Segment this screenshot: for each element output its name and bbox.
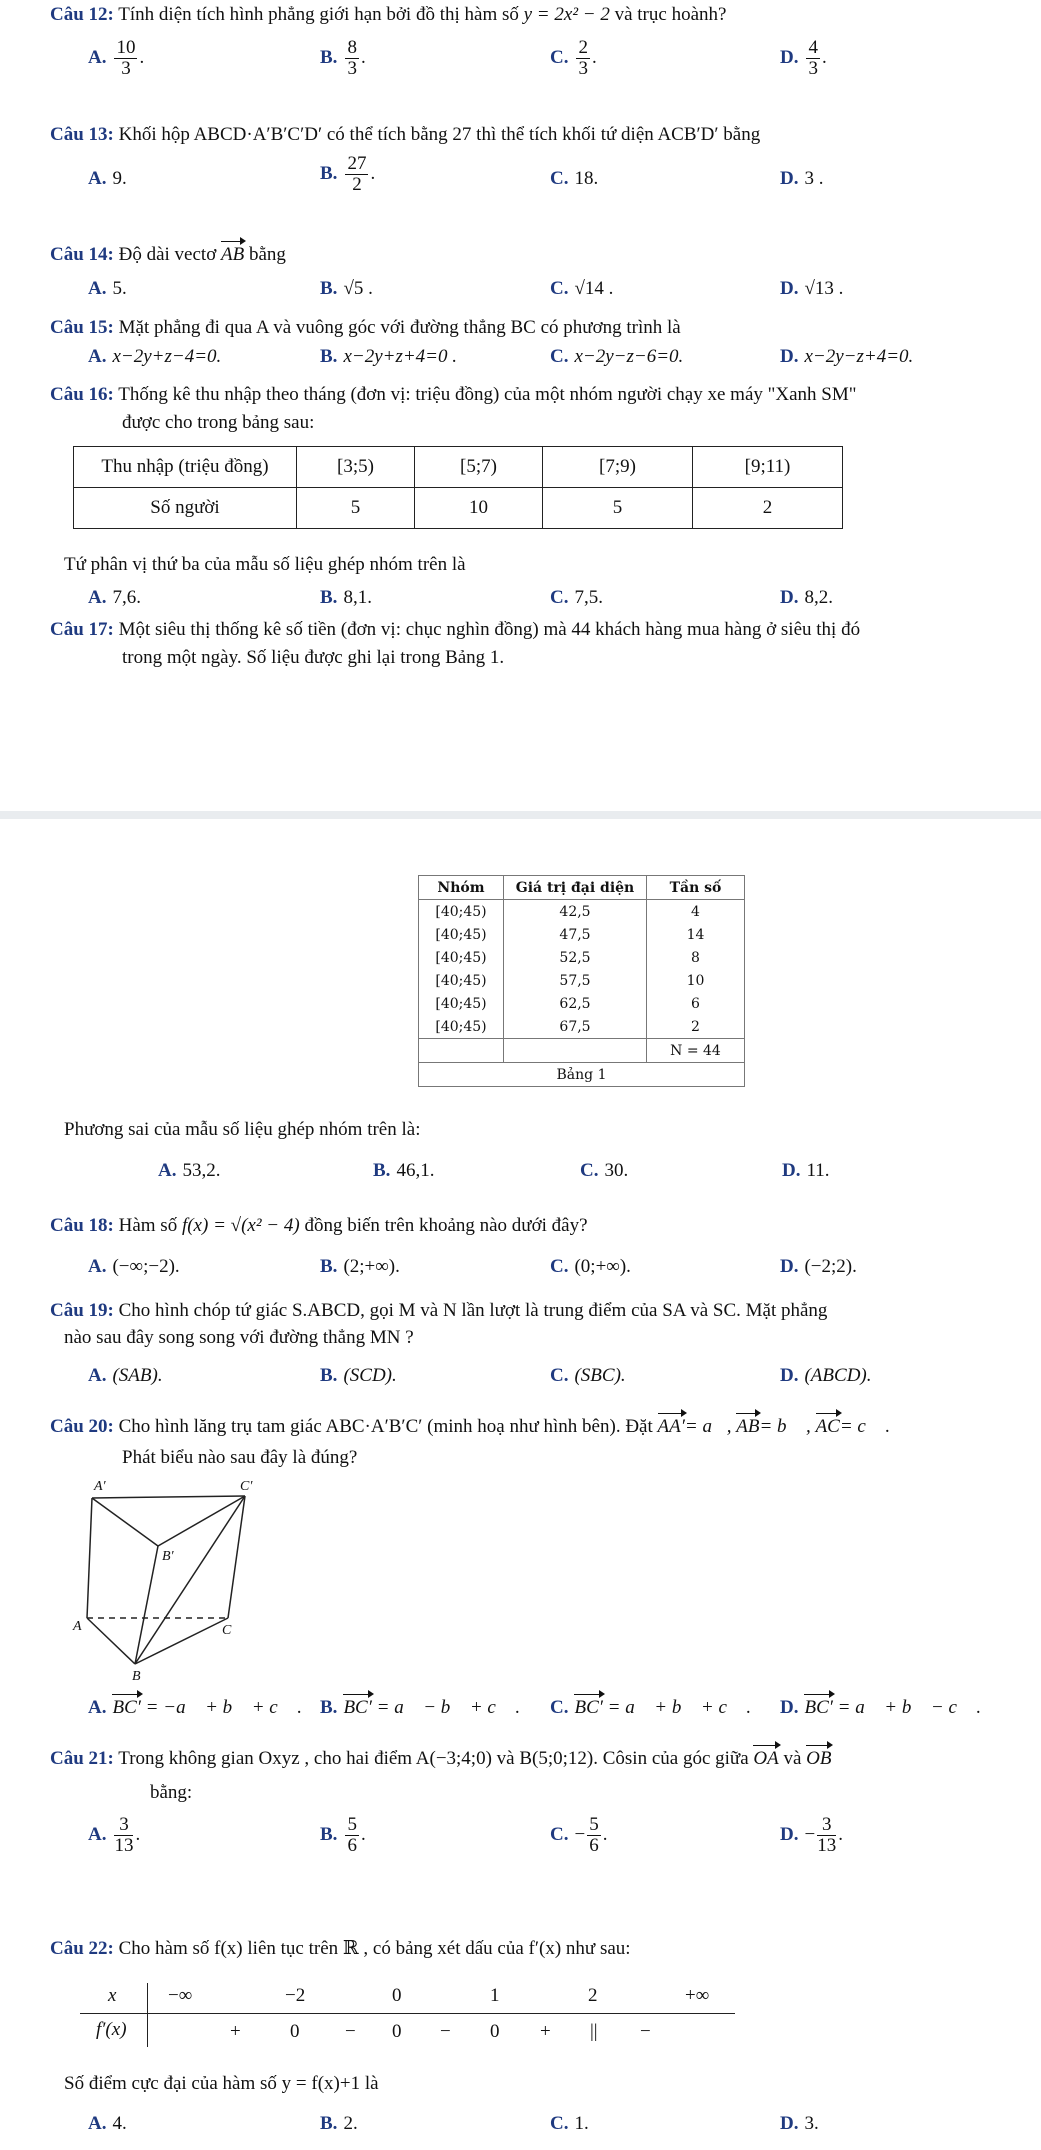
- table-cell: 52,5: [504, 946, 647, 969]
- q19-stem-line2: nào sau đây song song với đường thẳng MN ?: [64, 1327, 414, 1348]
- vector-ab: AB: [221, 244, 245, 265]
- q22-option-c[interactable]: C. 1.: [550, 2113, 589, 2134]
- table-cell: 14: [647, 923, 745, 946]
- sign-cell: −: [345, 2021, 356, 2042]
- label-a: A: [73, 1619, 82, 1634]
- q17-stem-line2: trong một ngày. Số liệu được ghi lại trong Bảng 1.: [122, 647, 505, 668]
- table-cell: 62,5: [504, 992, 647, 1015]
- table-cell: 10: [415, 488, 543, 529]
- table-header-cell: [9;11): [693, 447, 843, 488]
- q21-option-a[interactable]: A. $\frac{3}{13}$ .: [88, 1814, 141, 1856]
- table-cell: [40;45): [419, 900, 504, 924]
- label-c: C: [222, 1623, 232, 1638]
- table-cell: 5: [297, 488, 415, 529]
- table-row: [419, 946, 745, 969]
- edge-ab: [87, 1618, 135, 1664]
- q13-option-b[interactable]: B. $\frac{27}{2}$ .: [320, 153, 376, 195]
- table-row: [419, 900, 745, 924]
- q20-label: Câu 20:: [50, 1416, 114, 1437]
- q21-option-d[interactable]: D. − $\frac{3}{13}$ .: [780, 1814, 843, 1856]
- q12-stem: Câu 12: Tính diện tích hình phẳng giới hạn bởi đồ thị hàm số y = 2x² − 2 và trục hoành?: [50, 4, 727, 25]
- q13-label: Câu 13:: [50, 124, 114, 145]
- q13-option-a[interactable]: A. 9.: [88, 168, 127, 189]
- table-row: [419, 992, 745, 1015]
- x-value: −∞: [168, 1985, 193, 2006]
- table-cell: Số người: [74, 488, 297, 529]
- q17-stem: Câu 17: Một siêu thị thống kê số tiền (đơn vị: chục nghìn đồng) mà 44 khách hàng mua hàng ở siêu thị đó: [50, 619, 861, 640]
- q21-option-c[interactable]: C. − $\frac{5}{6}$ .: [550, 1814, 608, 1856]
- q12-label: Câu 12:: [50, 4, 114, 25]
- q14-option-b[interactable]: B. √5 .: [320, 278, 373, 299]
- table-cell: [40;45): [419, 1015, 504, 1039]
- q16-option-b[interactable]: B. 8,1.: [320, 587, 372, 608]
- vector-ab: AB: [736, 1416, 760, 1437]
- q18-option-d[interactable]: D. (−2;2).: [780, 1256, 857, 1277]
- q22-stem: Câu 22: Cho hàm số f(x) liên tục trên ℝ , có bảng xét dấu của f′(x) như sau:: [50, 1938, 631, 1959]
- label-c-prime: C′: [240, 1479, 253, 1494]
- label-b: B: [132, 1669, 141, 1683]
- x-value: 2: [588, 1985, 598, 2006]
- table-total: N = 44: [647, 1039, 745, 1063]
- q18-option-c[interactable]: C. (0;+∞).: [550, 1256, 631, 1277]
- label-b-prime: B′: [162, 1549, 174, 1564]
- q15-option-b[interactable]: B. x−2y+z+4=0 .: [320, 346, 457, 367]
- q12-option-b[interactable]: B. $\frac{8}{3}$ .: [320, 37, 366, 79]
- q19-option-b[interactable]: B. (SCD).: [320, 1365, 397, 1386]
- sign-cell: −: [440, 2021, 451, 2042]
- q22-label: Câu 22:: [50, 1938, 114, 1959]
- q20-option-b[interactable]: B. BC′ = a⃗ − b⃗ + c⃗ .: [320, 1697, 521, 1718]
- edge-cc1: [228, 1496, 245, 1618]
- q18-option-a[interactable]: A. (−∞;−2).: [88, 1256, 180, 1277]
- table-cell: [40;45): [419, 992, 504, 1015]
- q19-label: Câu 19:: [50, 1300, 114, 1321]
- sign-cell: 0: [392, 2021, 402, 2042]
- table-cell: 5: [543, 488, 693, 529]
- table-header-cell: Nhóm: [419, 876, 504, 900]
- q17-option-d[interactable]: D. 11.: [782, 1160, 830, 1181]
- table-cell: 57,5: [504, 969, 647, 992]
- edge-b1c1: [158, 1496, 245, 1546]
- q12-option-d[interactable]: D. $\frac{4}{3}$ .: [780, 37, 827, 79]
- x-value: −2: [285, 1985, 306, 2006]
- vector-ac: AC: [815, 1416, 840, 1437]
- edge-a1b1: [92, 1498, 158, 1546]
- table-row: [419, 876, 745, 900]
- q18-label: Câu 18:: [50, 1215, 114, 1236]
- table-cell: 10: [647, 969, 745, 992]
- sign-cell: ||: [590, 2021, 598, 2042]
- table-row: [419, 923, 745, 946]
- q20-stem: Câu 20: Cho hình lăng trụ tam giác ABC·A′B′C′ (minh hoạ như hình bên). Đặt AA′= a⃗, AB= b⃗ , AC= c⃗ .: [50, 1416, 891, 1437]
- edge-bc: [135, 1618, 228, 1664]
- q17-question: Phương sai của mẫu số liệu ghép nhóm trên là:: [64, 1119, 421, 1140]
- q14-label: Câu 14:: [50, 244, 114, 265]
- q20-option-c[interactable]: C. BC′ = a⃗ + b⃗ + c⃗ .: [550, 1697, 752, 1718]
- q12-option-c[interactable]: C. $\frac{2}{3}$ .: [550, 37, 597, 79]
- table-cell: [40;45): [419, 923, 504, 946]
- table-cell: 4: [647, 900, 745, 924]
- table-cell: 47,5: [504, 923, 647, 946]
- q15-stem: Câu 15: Mặt phẳng đi qua A và vuông góc với đường thẳng BC có phương trình là: [50, 317, 681, 338]
- q22-option-a[interactable]: A. 4.: [88, 2113, 127, 2134]
- q16-question: Tứ phân vị thứ ba của mẫu số liệu ghép nhóm trên là: [64, 554, 466, 575]
- q19-stem: Câu 19: Cho hình chóp tứ giác S.ABCD, gọi M và N lần lượt là trung điểm của SA và SC. Mặt phẳng: [50, 1300, 828, 1321]
- table-cell: [419, 1039, 504, 1063]
- table-cell: [40;45): [419, 946, 504, 969]
- q20-option-d[interactable]: D. BC′ = a⃗ + b⃗ − c⃗ .: [780, 1697, 982, 1718]
- q15-option-d[interactable]: D. x−2y−z+4=0.: [780, 346, 914, 367]
- q17-option-c[interactable]: C. 30.: [580, 1160, 629, 1181]
- q13-stem: Câu 13: Khối hộp ABCD·A′B′C′D′ có thể tích bằng 27 thì thể tích khối tứ diện ACB′D′ bằng: [50, 124, 761, 145]
- sign-cell: 0: [290, 2021, 300, 2042]
- q16-option-a[interactable]: A. 7,6.: [88, 587, 141, 608]
- q22-question: Số điểm cực đại của hàm số y = f(x)+1 là: [64, 2073, 379, 2094]
- table-header-cell: [5;7): [415, 447, 543, 488]
- sign-cell: +: [540, 2021, 551, 2042]
- q19-option-c[interactable]: C. (SBC).: [550, 1365, 626, 1386]
- q22-option-d[interactable]: D. 3.: [780, 2113, 819, 2134]
- sign-table-divider: [147, 1983, 148, 2047]
- sign-cell: +: [230, 2021, 241, 2042]
- q12-option-a[interactable]: A. $\frac{10}{3}$ .: [88, 37, 145, 79]
- q14-option-d[interactable]: D. √13 .: [780, 278, 844, 299]
- q20-option-a[interactable]: A. BC′ = −a⃗ + b⃗ + c⃗ .: [88, 1697, 302, 1718]
- table-row: [74, 447, 843, 488]
- q17-option-a[interactable]: A. 53,2.: [158, 1160, 221, 1181]
- table-cell: 42,5: [504, 900, 647, 924]
- table-row: [419, 1039, 745, 1063]
- table-cell: 2: [693, 488, 843, 529]
- q22-sign-table: [80, 1983, 735, 2042]
- q17-option-b[interactable]: B. 46,1.: [373, 1160, 435, 1181]
- q16-option-c[interactable]: C. 7,5.: [550, 587, 603, 608]
- table-cell: 6: [647, 992, 745, 1015]
- q21-stem-line2: bằng:: [150, 1782, 193, 1803]
- q17-label: Câu 17:: [50, 619, 114, 640]
- table-row: [419, 1015, 745, 1039]
- table-header-cell: [3;5): [297, 447, 415, 488]
- sign-table-fprime-label: f′(x): [96, 2019, 127, 2040]
- q21-option-b[interactable]: B. $\frac{5}{6}$ .: [320, 1814, 366, 1856]
- x-value: +∞: [685, 1985, 710, 2006]
- q19-option-d[interactable]: D. (ABCD).: [780, 1365, 872, 1386]
- q16-label: Câu 16:: [50, 384, 114, 405]
- q16-stem: Câu 16: Thống kê thu nhập theo tháng (đơn vị: triệu đồng) của một nhóm người chạy xe máy "Xanh SM": [50, 384, 857, 405]
- vector-aa-prime: AA′: [657, 1416, 685, 1437]
- vector-oa: OA: [753, 1748, 779, 1769]
- q21-stem: Câu 21: Trong không gian Oxyz , cho hai điểm A(−3;4;0) và B(5;0;12). Côsin của góc giữa OA và OB: [50, 1748, 832, 1769]
- q14-stem: Câu 14: Độ dài vectơ AB bằng: [50, 244, 286, 265]
- vector-ob: OB: [806, 1748, 832, 1769]
- table-cell: [504, 1039, 647, 1063]
- x-value: 0: [392, 1985, 402, 2006]
- q14-option-c[interactable]: C. √14 .: [550, 278, 614, 299]
- q22-option-b[interactable]: B. 2.: [320, 2113, 358, 2134]
- q16-option-d[interactable]: D. 8,2.: [780, 587, 833, 608]
- table-cell: 67,5: [504, 1015, 647, 1039]
- q13-option-d[interactable]: D. 3 .: [780, 168, 824, 189]
- q20-stem-line2: Phát biểu nào sau đây là đúng?: [122, 1447, 358, 1468]
- sign-cell: 0: [490, 2021, 500, 2042]
- table-header-cell: Tần số: [647, 876, 745, 900]
- page-gap-divider: [0, 811, 1041, 819]
- label-a-prime: A′: [94, 1479, 106, 1494]
- sign-table-x-label: x: [108, 1985, 117, 2006]
- q15-label: Câu 15:: [50, 317, 114, 338]
- q16-stem-line2: được cho trong bảng sau:: [122, 412, 315, 433]
- prism-figure: [70, 1478, 270, 1683]
- table-header-cell: [7;9): [543, 447, 693, 488]
- edge-a1c1: [92, 1496, 245, 1498]
- q18-option-b[interactable]: B. (2;+∞).: [320, 1256, 400, 1277]
- table-cell: 8: [647, 946, 745, 969]
- q15-option-c[interactable]: C. x−2y−z−6=0.: [550, 346, 684, 367]
- q16-income-table: [73, 446, 843, 529]
- edge-aa1: [87, 1498, 92, 1618]
- table-cell: 2: [647, 1015, 745, 1039]
- q18-stem: Câu 18: Hàm số f(x) = √(x² − 4) đồng biến trên khoảng nào dưới đây?: [50, 1215, 588, 1236]
- table-header-cell: Giá trị đại diện: [504, 876, 647, 900]
- q13-option-c[interactable]: C. 18.: [550, 168, 599, 189]
- q14-option-a[interactable]: A. 5.: [88, 278, 127, 299]
- q19-option-a[interactable]: A. (SAB).: [88, 1365, 163, 1386]
- x-value: 1: [490, 1985, 500, 2006]
- table-row: [74, 488, 843, 529]
- q17-frequency-table: [418, 875, 745, 1087]
- q21-label: Câu 21:: [50, 1748, 114, 1769]
- table-row: [419, 969, 745, 992]
- q15-option-a[interactable]: A. x−2y+z−4=0.: [88, 346, 222, 367]
- table-caption: Bảng 1: [419, 1063, 745, 1087]
- table-cell: [40;45): [419, 969, 504, 992]
- table-caption-row: [419, 1063, 745, 1087]
- table-header-cell: Thu nhập (triệu đồng): [74, 447, 297, 488]
- sign-cell: −: [640, 2021, 651, 2042]
